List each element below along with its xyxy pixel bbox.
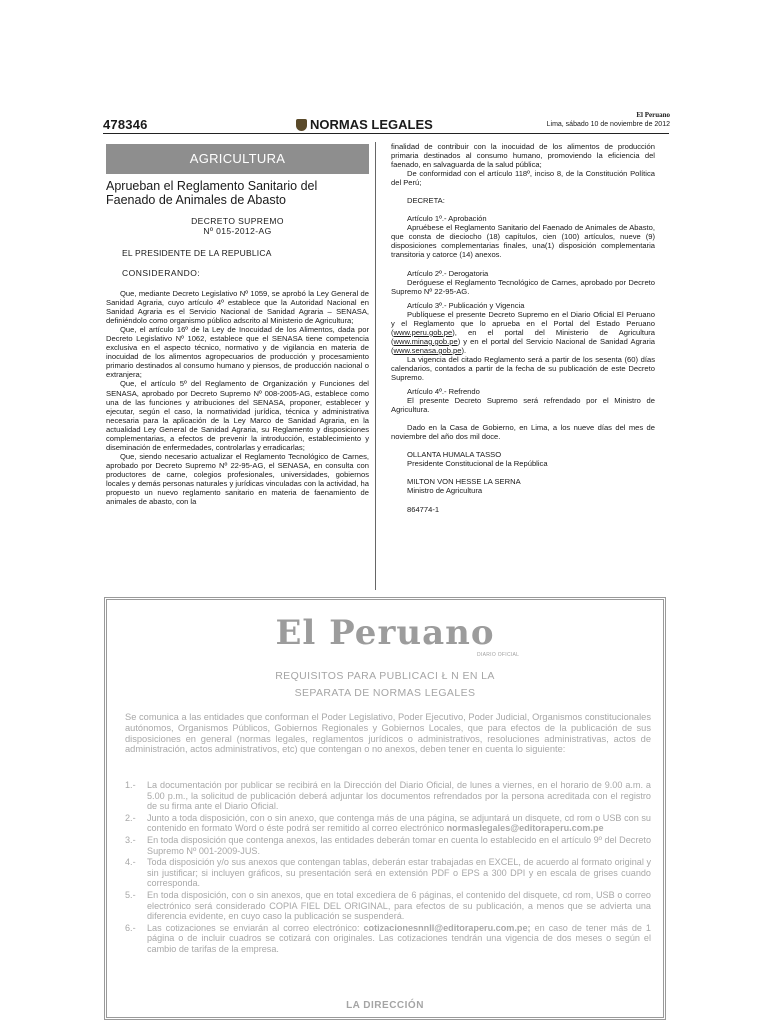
requirements-list xyxy=(125,780,651,956)
logo-subtitle: DIARIO OFICIAL xyxy=(477,652,520,658)
list-item: 5.- En toda disposición, con o sin anexos, que en total excediera de 6 páginas, el contenido del disquete, cd rom, USB o correo electrónico será considerado COPIA FIEL DEL ORIGINAL, para efectos de su publicación, a menos que se advierta una diferencia evidente, en cuyo caso la publicación se suspenderá. xyxy=(125,889,651,922)
list-item: 2.- Junto a toda disposición, con o sin anexo, que contenga más de una página, se adjuntará un disquete, cd rom o USB con su contenido en formato Word o éste podrá ser remitido al correo electrónico normaslegales@editoraperu.com.pe xyxy=(125,812,651,834)
article-title: Artículo 4º.- Refrendo xyxy=(407,387,480,397)
document-title-line: Aprueban el Reglamento Sanitario del xyxy=(106,179,318,193)
signatory-title: Presidente Constitucional de la República xyxy=(407,459,548,469)
publication-date: Lima, sábado 10 de noviembre de 2012 xyxy=(546,121,670,128)
article-title: Artículo 1º.- Aprobación xyxy=(407,214,487,224)
president-heading: EL PRESIDENTE DE LA REPUBLICA xyxy=(122,248,272,258)
signatory-name: MILTON VON HESSE LA SERNA xyxy=(407,477,521,487)
paragraph: Que, el artículo 5º del Reglamento de Organización y Funciones del SENASA, aprobado por Decreto Supremo Nº 008-2005-AG, establece como una de las funciones y atribuciones del SENASA, proponer, establecer y ejecutar, según el caso, la normatividad jurídica, técnica y administrativa necesaria para la aplicación de la Ley Marco de Sanidad Agraria, en la actualidad Ley General de Sanidad Agraria, su Reglamento y disposiciones complementarias, a efectos de prevenir la introducción, establecimiento y diseminación de enfermedades, controlarlas y erradicarlas; xyxy=(106,379,369,452)
notice-signature: LA DIRECCIÓN xyxy=(346,1000,424,1011)
considerando-heading: CONSIDERANDO: xyxy=(122,268,201,278)
decree-type: DECRETO SUPREMO xyxy=(191,216,284,226)
publication-code: 864774-1 xyxy=(407,504,440,514)
paragraph: finalidad de contribuir con la inocuidad de los alimentos de producción primaria destinados al consumo humano, promoviendo la eficiencia del faenado, en salvaguarda de la salud pública; xyxy=(391,142,655,170)
section-band: AGRICULTURA xyxy=(106,144,369,174)
article-body: Publíquese el presente Decreto Supremo en el Diario Oficial El Peruano y el Reglamento que lo aprueba en el Portal del Estado Peruano (www.peru.gob.pe), en el portal del Ministerio de Agricultura (www.minag.gob.pe) y en el portal del Servicio Nacional de Sanidad Agraria (www.senasa.gob.pe). xyxy=(391,309,655,355)
signatory-name: OLLANTA HUMALA TASSO xyxy=(407,450,502,460)
header-info xyxy=(520,111,670,129)
decreta-heading: DECRETA: xyxy=(407,196,445,206)
notice-subheading: SEPARATA DE NORMAS LEGALES xyxy=(294,687,476,699)
link-minag[interactable]: www.minag.gob.pe xyxy=(393,336,458,346)
coat-of-arms-icon xyxy=(296,119,307,131)
paragraph: Que, mediante Decreto Legislativo Nº 1059, se aprobó la Ley General de Sanidad Agraria, cuyo artículo 4º establece que la Autoridad Nacional en Sanidad Agraria es el Servicio Nacional de Sanidad Agraria – SENASA, definiéndolo como organismo público adscrito al Ministerio de Agricultura; xyxy=(106,289,369,326)
list-item: 3.- En toda disposición que contenga anexos, las entidades deberán tomar en cuenta lo establecido en el artículo 9º del Decreto Supremo Nº 001-2009-JUS. xyxy=(125,834,651,856)
requirements-notice xyxy=(104,597,666,1020)
header-rule xyxy=(103,133,669,134)
list-item: 4.- Toda disposición y/o sus anexos que contengan tablas, deberán estar trabajadas en EXCEL, de acuerdo al formato original y sin justificar; si incluyen gráficos, su presentación será en extensión PDF o EPS a 300 DPI y en escala de grises cuando corresponda. xyxy=(125,857,651,889)
document-title xyxy=(106,179,369,207)
decree-body xyxy=(391,142,655,514)
column-divider xyxy=(375,142,376,590)
section-header-title: NORMAS LEGALES xyxy=(310,117,433,132)
article-body: Apruébese el Reglamento Sanitario del Faenado de Animales de Abasto, que consta de dieciocho (18) capítulos, cien (100) artículos, nueve (9) disposiciones complementarias finales, una(1) disposición complementaria transitoria y catorce (14) anexos. xyxy=(391,223,655,260)
article-body: La vigencia del citado Reglamento será a partir de los sesenta (60) días calendarios, contados a partir de la fecha de su publicación de este Decreto Supremo. xyxy=(391,354,655,383)
link-peru[interactable]: www.peru.gob.pe xyxy=(393,327,453,337)
paragraph: Que, el artículo 16º de la Ley de Inocuidad de los Alimentos, dada por Decreto Legislativo Nº 1062, establece que el SENASA tiene competencia exclusiva en el aspecto técnico, normativo y de vigilancia en materia de inocuidad de los alimentos agropecuarios de producción y procesamiento primario destinados al consumo humano y piensos, de producción nacional o extranjera; xyxy=(106,325,369,380)
page-number: 478346 xyxy=(103,117,148,132)
email-link[interactable]: cotizacionesnnll@editoraperu.com.pe; xyxy=(363,922,531,933)
article-title: Artículo 3º.- Publicación y Vigencia xyxy=(407,300,525,310)
section-header xyxy=(296,117,433,132)
email-link[interactable]: normaslegales@editoraperu.com.pe xyxy=(446,823,604,834)
document-title-line: Faenado de Animales de Abasto xyxy=(106,193,286,207)
list-item: 6.- Las cotizaciones se enviarán al correo electrónico: cotizacionesnnll@editoraperu.com.pe; en caso de tener más de 1 página o de incluir cuadros se cotizará con originales. Las cotizaciones tendrán una vigencia de dos meses o según el cambio de tarifas de la empresa. xyxy=(125,922,651,954)
considerando-body xyxy=(106,289,369,506)
article-body: Deróguese el Reglamento Tecnológico de Carnes, aprobado por Decreto Supremo Nº 22-95-AG. xyxy=(391,277,655,296)
el-peruano-logo: El Peruano xyxy=(275,613,495,653)
signatory-title: Ministro de Agricultura xyxy=(407,486,483,496)
link-senasa[interactable]: www.senasa.gob.pe xyxy=(393,345,462,355)
article-title: Artículo 2º.- Derogatoria xyxy=(407,268,489,278)
given-clause: Dado en la Casa de Gobierno, en Lima, a los nueve días del mes de noviembre del año dos mil doce. xyxy=(391,423,655,442)
notice-heading: REQUISITOS PARA PUBLICACI Ł N EN LA xyxy=(275,670,495,682)
list-item: 1.- La documentación por publicar se recibirá en la Dirección del Diario Oficial, de lunes a viernes, en el horario de 9.00 a.m. a 5.00 p.m., la solicitud de publicación deberá adjuntar los documentos refrendados por la persona acreditada con el registro de su firma ante el Diario Oficial. xyxy=(125,780,651,812)
notice-intro: Se comunica a las entidades que conforman el Poder Legislativo, Poder Ejecutivo, Poder Judicial, Organismos constitucionales autónomos, Organismos Públicos, Gobiernos Regionales y Gobiernos Locales, que para efectos de la publicación de sus disposiciones en general (normas legales, reglamentos jurídicos o administrativos, resoluciones administrativas, actos de administración, actos administrativos, etc) que contengan o no anexos, deben tener en cuenta lo siguiente: xyxy=(125,712,651,755)
newspaper-name: El Peruano xyxy=(636,111,670,119)
paragraph: Que, siendo necesario actualizar el Reglamento Tecnológico de Carnes, aprobado por Decreto Supremo Nº 22-95-AG, el SENASA, en consulta con productores de carne, colegios profesionales, universidades, gobiernos locales y demás personas naturales y jurídicas vinculadas con la actividad, ha propuesto un nuevo reglamento sanitario en materia de faenamiento de animales de abasto, con la xyxy=(106,451,369,507)
article-body: El presente Decreto Supremo será refrendado por el Ministro de Agricultura. xyxy=(391,396,655,415)
decree-number: Nº 015-2012-AG xyxy=(203,226,272,236)
paragraph: De conformidad con el artículo 118º, inciso 8, de la Constitución Política del Perú; xyxy=(391,169,655,188)
